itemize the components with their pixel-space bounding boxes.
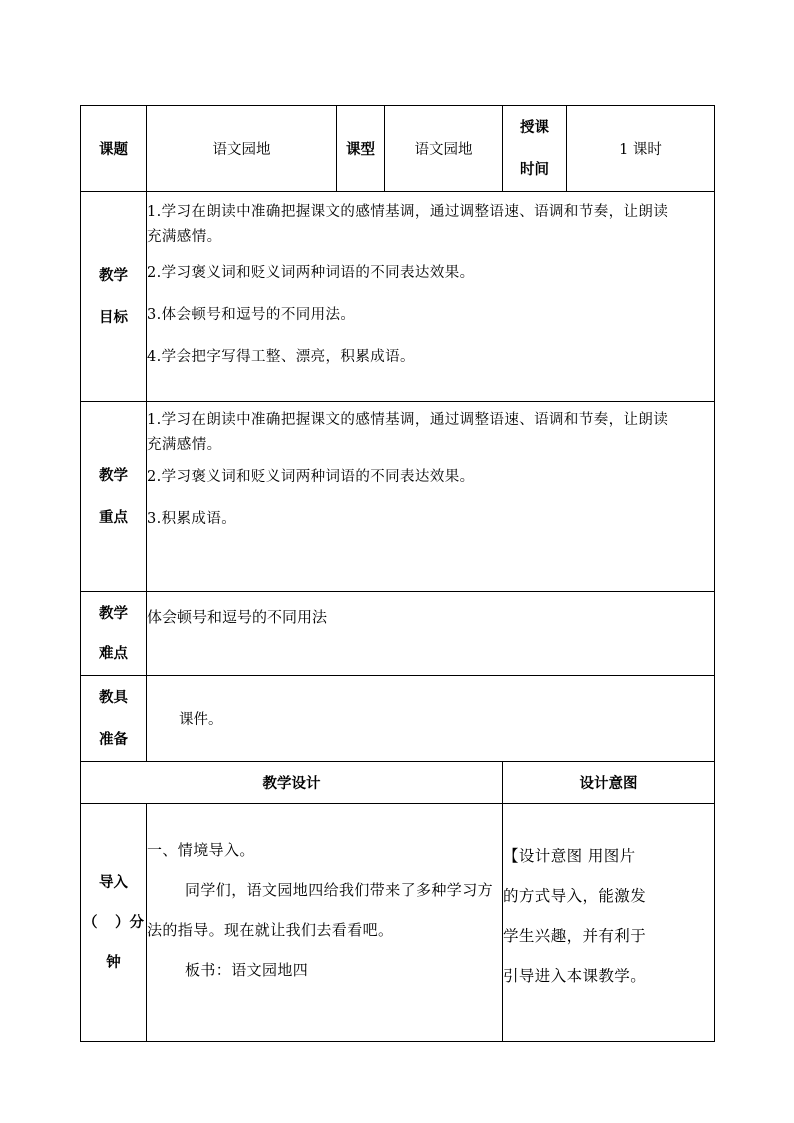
label-type: 课型 <box>337 106 385 192</box>
intent-line: 学生兴趣，并有利于 <box>503 927 647 945</box>
time-value: 1 课时 <box>567 106 715 192</box>
intro-intent-content <box>503 804 715 1042</box>
objectives-content <box>147 192 715 402</box>
intro-label-line1: 导入 <box>99 874 128 891</box>
objective-item: 1.学习在朗读中准确把握课文的感情基调，通过调整语速、语调和节奏，让朗读 <box>147 204 669 220</box>
objectives-label <box>81 192 147 402</box>
difficulties-label <box>81 592 147 676</box>
design-line: 一、情境导入。 <box>147 841 255 859</box>
intro-label-paren: （ <box>83 914 98 931</box>
lesson-plan-table <box>80 105 715 1042</box>
objective-item: 充满感情。 <box>147 229 222 245</box>
intro-label-minutes: ）分 <box>115 914 144 931</box>
label-time-line2: 时间 <box>520 161 549 178</box>
intro-design-content <box>147 804 503 1042</box>
difficulties-content <box>147 592 715 676</box>
label-time-line1: 授课 <box>520 119 549 136</box>
objective-item: 3.体会顿号和逗号的不同用法。 <box>147 307 356 323</box>
objective-item: 4.学会把字写得工整、漂亮，积累成语。 <box>147 349 415 365</box>
intro-label-line3: 钟 <box>106 954 121 971</box>
design-content-row <box>81 804 715 1042</box>
intro-label-line2 <box>81 903 146 943</box>
difficulties-text: 体会顿号和逗号的不同用法 <box>147 608 328 626</box>
design-line: 法的指导。现在就让我们去看看吧。 <box>147 921 394 939</box>
intent-header <box>503 762 715 804</box>
materials-row <box>81 676 715 762</box>
header-row <box>81 106 715 192</box>
intent-line: 的方式导入，能激发 <box>503 887 647 905</box>
key-points-label-line1: 教学 <box>99 467 128 484</box>
design-header-label: 教学设计 <box>262 776 321 792</box>
key-point-item: 充满感情。 <box>147 437 222 453</box>
label-time <box>503 106 567 192</box>
topic-value: 语文园地 <box>147 106 337 192</box>
label-topic: 课题 <box>81 106 147 192</box>
design-line: 板书：语文园地四 <box>185 961 309 979</box>
materials-text: 课件。 <box>179 712 223 728</box>
design-line: 同学们，语文园地四给我们带来了多种学习方 <box>185 881 494 899</box>
intent-line: 【设计意图 用图片 <box>503 847 636 865</box>
key-points-label <box>81 402 147 592</box>
objectives-label-line1: 教学 <box>99 267 128 284</box>
objectives-label-line2: 目标 <box>99 309 128 326</box>
difficulties-label-line2: 难点 <box>99 645 128 662</box>
intent-line: 引导进入本课教学。 <box>503 967 647 985</box>
difficulties-row <box>81 592 715 676</box>
materials-label-line2: 准备 <box>99 731 128 748</box>
key-point-item: 3.积累成语。 <box>147 511 237 527</box>
key-point-item: 1.学习在朗读中准确把握课文的感情基调，通过调整语速、语调和节奏，让朗读 <box>147 412 669 428</box>
design-header-row <box>81 762 715 804</box>
objective-item: 2.学习褒义词和贬义词两种词语的不同表达效果。 <box>147 265 475 281</box>
key-points-label-line2: 重点 <box>99 509 128 526</box>
materials-label-line1: 教具 <box>99 689 128 706</box>
objectives-row <box>81 192 715 402</box>
materials-content <box>147 676 715 762</box>
key-point-item: 2.学习褒义词和贬义词两种词语的不同表达效果。 <box>147 469 475 485</box>
key-points-content <box>147 402 715 592</box>
materials-label <box>81 676 147 762</box>
intro-label <box>81 804 147 1042</box>
intent-header-label: 设计意图 <box>579 776 638 792</box>
difficulties-label-line1: 教学 <box>99 605 128 622</box>
design-header <box>81 762 503 804</box>
type-value: 语文园地 <box>385 106 503 192</box>
key-points-row <box>81 402 715 592</box>
